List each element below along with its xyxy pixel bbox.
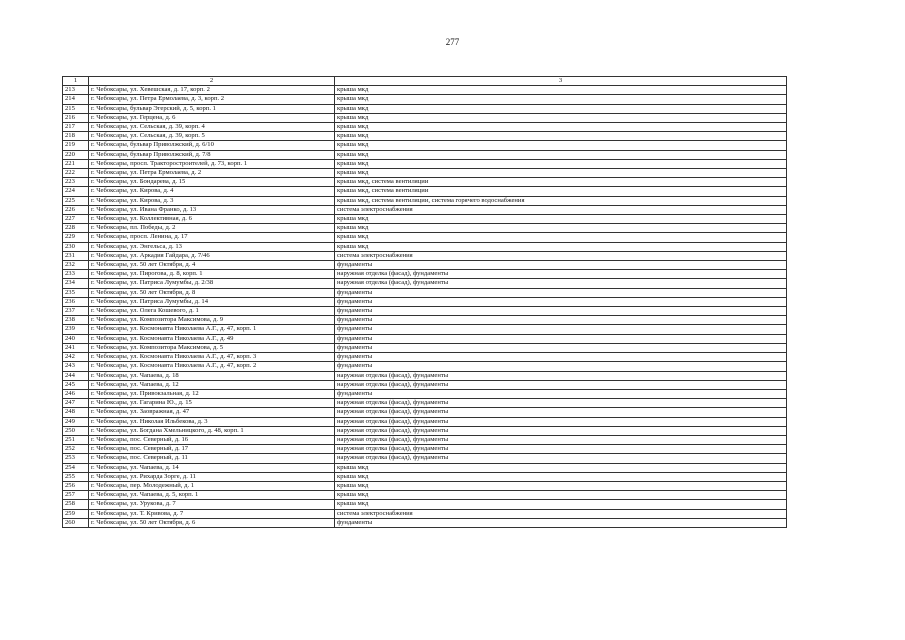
address-cell: г. Чебоксары, ул. Коллективная, д. 6 <box>89 215 335 224</box>
table-row <box>63 251 787 260</box>
work-type-cell: фундаменты <box>335 362 787 371</box>
work-type-cell: крыша мкд <box>335 169 787 178</box>
row-number: 214 <box>63 95 89 104</box>
address-cell: г. Чебоксары, ул. 50 лет Октября, д. 8 <box>89 288 335 297</box>
work-type-cell: фундаменты <box>335 307 787 316</box>
table-row <box>63 334 787 343</box>
address-cell: г. Чебоксары, ул. Герцена, д. 6 <box>89 113 335 122</box>
address-cell: г. Чебоксары, ул. Сельская, д. 39, корп. 4 <box>89 123 335 132</box>
row-number: 239 <box>63 325 89 334</box>
row-number: 217 <box>63 123 89 132</box>
table-row <box>63 150 787 159</box>
work-type-cell: крыша мкд <box>335 104 787 113</box>
table-row <box>63 297 787 306</box>
row-number: 255 <box>63 472 89 481</box>
table-row <box>63 215 787 224</box>
row-number: 256 <box>63 481 89 490</box>
row-number: 246 <box>63 389 89 398</box>
address-cell: г. Чебоксары, ул. Композитора Максимова, д. 9 <box>89 316 335 325</box>
work-type-cell: фундаменты <box>335 334 787 343</box>
address-cell: г. Чебоксары, просп. Тракторостроителей, д. 73, корп. 1 <box>89 159 335 168</box>
work-type-cell: крыша мкд <box>335 132 787 141</box>
work-type-cell: крыша мкд <box>335 500 787 509</box>
page-number: 277 <box>445 37 460 47</box>
address-cell: г. Чебоксары, ул. Привокзальная, д. 12 <box>89 389 335 398</box>
work-type-cell: крыша мкд <box>335 463 787 472</box>
work-type-cell: система электроснабжения <box>335 509 787 518</box>
row-number: 220 <box>63 150 89 159</box>
address-cell: г. Чебоксары, ул. Олега Кошевого, д. 1 <box>89 307 335 316</box>
work-type-cell: фундаменты <box>335 353 787 362</box>
table-row <box>63 196 787 205</box>
address-cell: г. Чебоксары, ул. Рихарда Зорге, д. 11 <box>89 472 335 481</box>
address-cell: г. Чебоксары, пос. Северный, д. 16 <box>89 435 335 444</box>
row-number: 247 <box>63 399 89 408</box>
table-row <box>63 288 787 297</box>
address-cell: г. Чебоксары, ул. Богдана Хмельницкого, д. 48, корп. 1 <box>89 426 335 435</box>
row-number: 229 <box>63 233 89 242</box>
work-type-cell: фундаменты <box>335 518 787 527</box>
work-type-cell: фундаменты <box>335 343 787 352</box>
address-cell: г. Чебоксары, ул. 50 лет Октября, д. 6 <box>89 518 335 527</box>
row-number: 238 <box>63 316 89 325</box>
column-header-1: 1 <box>63 77 89 86</box>
work-type-cell: система электроснабжения <box>335 205 787 214</box>
table-row <box>63 362 787 371</box>
address-cell: г. Чебоксары, ул. Ивана Франко, д. 13 <box>89 205 335 214</box>
row-number: 260 <box>63 518 89 527</box>
address-cell: г. Чебоксары, ул. Космонавта Николаева А.Г., д. 47, корп. 2 <box>89 362 335 371</box>
table-row <box>63 159 787 168</box>
row-number: 252 <box>63 445 89 454</box>
row-number: 215 <box>63 104 89 113</box>
address-cell: г. Чебоксары, ул. Хевешская, д. 17, корп. 2 <box>89 86 335 95</box>
work-type-cell: фундаменты <box>335 288 787 297</box>
row-number: 233 <box>63 270 89 279</box>
table-row <box>63 270 787 279</box>
row-number: 245 <box>63 380 89 389</box>
work-type-cell: крыша мкд <box>335 233 787 242</box>
work-type-cell: крыша мкд <box>335 472 787 481</box>
row-number: 234 <box>63 279 89 288</box>
row-number: 242 <box>63 353 89 362</box>
row-number: 236 <box>63 297 89 306</box>
table-row <box>63 426 787 435</box>
table-row <box>63 518 787 527</box>
table-row <box>63 454 787 463</box>
work-type-cell: фундаменты <box>335 297 787 306</box>
row-number: 237 <box>63 307 89 316</box>
work-type-cell: крыша мкд <box>335 242 787 251</box>
address-cell: г. Чебоксары, ул. Гагарина Ю., д. 15 <box>89 399 335 408</box>
work-type-cell: наружная отделка (фасад), фундаменты <box>335 454 787 463</box>
table-row <box>63 509 787 518</box>
address-cell: г. Чебоксары, ул. Урукова, д. 7 <box>89 500 335 509</box>
work-type-cell: крыша мкд <box>335 123 787 132</box>
address-cell: г. Чебоксары, ул. Аркадия Гайдара, д. 7/46 <box>89 251 335 260</box>
row-number: 230 <box>63 242 89 251</box>
row-number: 227 <box>63 215 89 224</box>
row-number: 228 <box>63 224 89 233</box>
table-row <box>63 463 787 472</box>
work-type-cell: крыша мкд <box>335 224 787 233</box>
work-type-cell: крыша мкд <box>335 150 787 159</box>
table-row <box>63 491 787 500</box>
work-type-cell: фундаменты <box>335 389 787 398</box>
work-type-cell: крыша мкд <box>335 159 787 168</box>
row-number: 235 <box>63 288 89 297</box>
table-row <box>63 325 787 334</box>
table-row <box>63 316 787 325</box>
address-cell: г. Чебоксары, ул. Николая Ильбекова, д. 3 <box>89 417 335 426</box>
address-cell: г. Чебоксары, ул. Патриса Лумумбы, д. 14 <box>89 297 335 306</box>
row-number: 250 <box>63 426 89 435</box>
row-number: 218 <box>63 132 89 141</box>
table-row <box>63 399 787 408</box>
table-row <box>63 307 787 316</box>
table-row <box>63 178 787 187</box>
row-number: 240 <box>63 334 89 343</box>
work-type-cell: наружная отделка (фасад), фундаменты <box>335 380 787 389</box>
address-cell: г. Чебоксары, ул. Петра Ермолаева, д. 3, корп. 2 <box>89 95 335 104</box>
table-row <box>63 169 787 178</box>
work-type-cell: наружная отделка (фасад), фундаменты <box>335 371 787 380</box>
work-type-cell: наружная отделка (фасад), фундаменты <box>335 279 787 288</box>
table-row <box>63 279 787 288</box>
work-type-cell: крыша мкд, система вентиляции <box>335 187 787 196</box>
row-number: 244 <box>63 371 89 380</box>
address-cell: г. Чебоксары, бульвар Эгерский, д. 5, корп. 1 <box>89 104 335 113</box>
table-row <box>63 86 787 95</box>
address-cell: г. Чебоксары, бульвар Приволжский, д. 7/8 <box>89 150 335 159</box>
table-row <box>63 113 787 122</box>
row-number: 257 <box>63 491 89 500</box>
work-type-cell: крыша мкд <box>335 141 787 150</box>
table-row <box>63 445 787 454</box>
row-number: 216 <box>63 113 89 122</box>
address-cell: г. Чебоксары, ул. Космонавта Николаева А.Г., д. 49 <box>89 334 335 343</box>
row-number: 225 <box>63 196 89 205</box>
row-number: 223 <box>63 178 89 187</box>
work-type-cell: крыша мкд <box>335 95 787 104</box>
table-row <box>63 371 787 380</box>
work-type-cell: крыша мкд <box>335 113 787 122</box>
column-header-2: 2 <box>89 77 335 86</box>
table-row <box>63 343 787 352</box>
table-body <box>63 86 787 528</box>
table-row <box>63 141 787 150</box>
row-number: 232 <box>63 261 89 270</box>
table-row <box>63 380 787 389</box>
work-type-cell: система электроснабжения <box>335 251 787 260</box>
work-type-cell: крыша мкд <box>335 86 787 95</box>
work-type-cell: фундаменты <box>335 316 787 325</box>
address-cell: г. Чебоксары, ул. Т. Кривова, д. 7 <box>89 509 335 518</box>
table-row <box>63 261 787 270</box>
work-type-cell: крыша мкд, система вентиляции <box>335 178 787 187</box>
address-cell: г. Чебоксары, ул. Пирогова, д. 8, корп. 1 <box>89 270 335 279</box>
work-type-cell: наружная отделка (фасад), фундаменты <box>335 399 787 408</box>
row-number: 253 <box>63 454 89 463</box>
row-number: 231 <box>63 251 89 260</box>
address-cell: г. Чебоксары, бульвар Приволжский, д. 6/10 <box>89 141 335 150</box>
work-type-cell: крыша мкд <box>335 481 787 490</box>
address-cell: г. Чебоксары, ул. Композитора Максимова, д. 5 <box>89 343 335 352</box>
table-row <box>63 389 787 398</box>
address-cell: г. Чебоксары, пос. Северный, д. 17 <box>89 445 335 454</box>
row-number: 213 <box>63 86 89 95</box>
table-row <box>63 242 787 251</box>
address-cell: г. Чебоксары, ул. Петра Ермолаева, д. 2 <box>89 169 335 178</box>
row-number: 248 <box>63 408 89 417</box>
address-cell: г. Чебоксары, ул. Кирова, д. 4 <box>89 187 335 196</box>
work-type-cell: крыша мкд <box>335 215 787 224</box>
registry-table <box>62 76 787 528</box>
row-number: 222 <box>63 169 89 178</box>
table-row <box>63 123 787 132</box>
table-row <box>63 104 787 113</box>
table-row <box>63 224 787 233</box>
address-cell: г. Чебоксары, ул. Чапаева, д. 12 <box>89 380 335 389</box>
row-number: 254 <box>63 463 89 472</box>
work-type-cell: наружная отделка (фасад), фундаменты <box>335 270 787 279</box>
address-cell: г. Чебоксары, ул. Чапаева, д. 14 <box>89 463 335 472</box>
row-number: 221 <box>63 159 89 168</box>
work-type-cell: крыша мкд, система вентиляции, система горячего водоснабжения <box>335 196 787 205</box>
address-cell: г. Чебоксары, пер. Молодежный, д. 1 <box>89 481 335 490</box>
work-type-cell: наружная отделка (фасад), фундаменты <box>335 426 787 435</box>
row-number: 259 <box>63 509 89 518</box>
work-type-cell: наружная отделка (фасад), фундаменты <box>335 445 787 454</box>
table-row <box>63 187 787 196</box>
work-type-cell: фундаменты <box>335 261 787 270</box>
table-row <box>63 132 787 141</box>
work-type-cell: крыша мкд <box>335 491 787 500</box>
address-cell: г. Чебоксары, ул. Чапаева, д. 5, корп. 1 <box>89 491 335 500</box>
table-row <box>63 481 787 490</box>
address-cell: г. Чебоксары, пос. Северный, д. 11 <box>89 454 335 463</box>
row-number: 219 <box>63 141 89 150</box>
address-cell: г. Чебоксары, ул. Заовражная, д. 47 <box>89 408 335 417</box>
address-cell: г. Чебоксары, ул. Сельская, д. 39, корп. 5 <box>89 132 335 141</box>
table-row <box>63 95 787 104</box>
address-cell: г. Чебоксары, ул. Патриса Лумумбы, д. 2/38 <box>89 279 335 288</box>
row-number: 251 <box>63 435 89 444</box>
address-cell: г. Чебоксары, просп. Ленина, д. 17 <box>89 233 335 242</box>
work-type-cell: наружная отделка (фасад), фундаменты <box>335 435 787 444</box>
work-type-cell: наружная отделка (фасад), фундаменты <box>335 417 787 426</box>
row-number: 258 <box>63 500 89 509</box>
address-cell: г. Чебоксары, ул. Космонавта Николаева А.Г., д. 47, корп. 3 <box>89 353 335 362</box>
address-cell: г. Чебоксары, ул. Бондарева, д. 15 <box>89 178 335 187</box>
table-header-row <box>63 77 787 86</box>
address-cell: г. Чебоксары, ул. Энгельса, д. 13 <box>89 242 335 251</box>
row-number: 243 <box>63 362 89 371</box>
address-cell: г. Чебоксары, ул. Чапаева, д. 18 <box>89 371 335 380</box>
work-type-cell: наружная отделка (фасад), фундаменты <box>335 408 787 417</box>
address-cell: г. Чебоксары, ул. 50 лет Октября, д. 4 <box>89 261 335 270</box>
table-row <box>63 472 787 481</box>
table-row <box>63 233 787 242</box>
table-row <box>63 417 787 426</box>
work-type-cell: фундаменты <box>335 325 787 334</box>
table-row <box>63 500 787 509</box>
table-row <box>63 205 787 214</box>
address-cell: г. Чебоксары, пл. Победы, д. 2 <box>89 224 335 233</box>
address-cell: г. Чебоксары, ул. Космонавта Николаева А.Г., д. 47, корп. 1 <box>89 325 335 334</box>
table-row <box>63 435 787 444</box>
row-number: 226 <box>63 205 89 214</box>
row-number: 249 <box>63 417 89 426</box>
row-number: 224 <box>63 187 89 196</box>
table-row <box>63 408 787 417</box>
column-header-3: 3 <box>335 77 787 86</box>
table-row <box>63 353 787 362</box>
row-number: 241 <box>63 343 89 352</box>
address-cell: г. Чебоксары, ул. Кирова, д. 3 <box>89 196 335 205</box>
